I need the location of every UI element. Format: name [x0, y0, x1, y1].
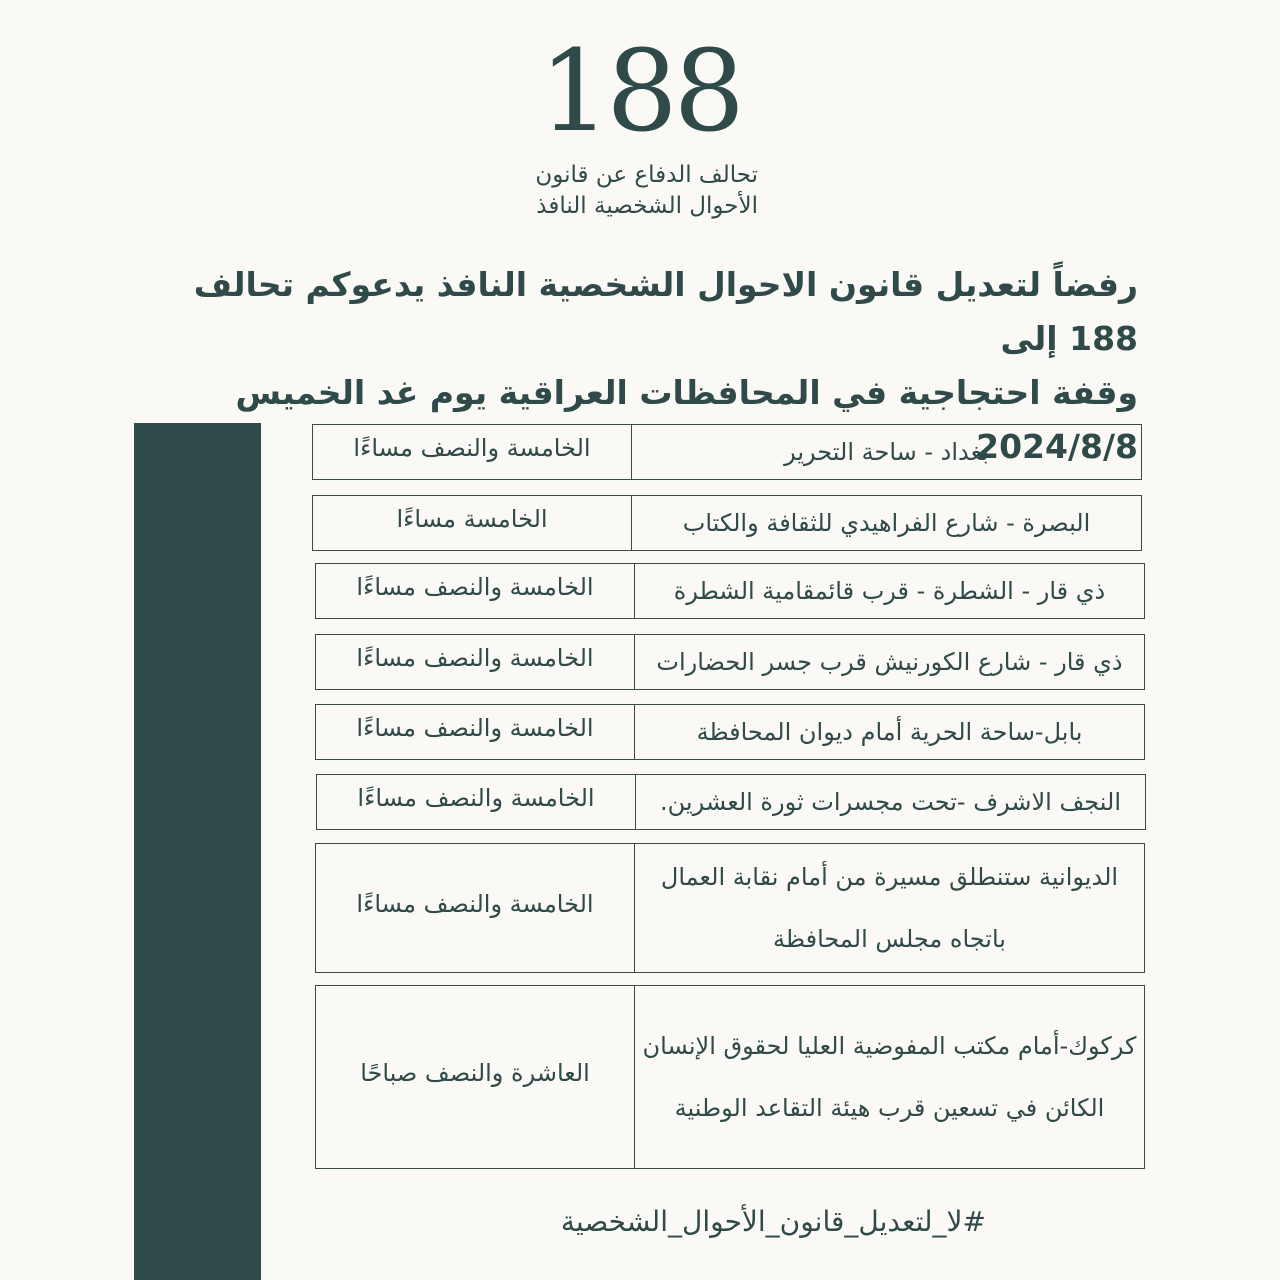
logo-org-line-1: تحالف الدفاع عن قانون: [535, 162, 758, 188]
schedule-location: بابل-ساحة الحرية أمام ديوان المحافظة: [635, 704, 1145, 760]
schedule-location: كركوك-أمام مكتب المفوضية العليا لحقوق الإنسان الكائن في تسعين قرب هيئة التقاعد الوطنية: [635, 985, 1145, 1169]
accent-side-bar: [134, 423, 261, 1280]
schedule-time: الخامسة والنصف مساءًا: [315, 634, 635, 690]
headline-line-1: رفضاً لتعديل قانون الاحوال الشخصية النافذ يدعوكم تحالف 188 إلى: [193, 265, 1138, 358]
schedule-row-basra: [312, 495, 1142, 551]
schedule-location: النجف الاشرف -تحت مجسرات ثورة العشرين.: [636, 774, 1146, 830]
logo-number: 188: [539, 27, 741, 157]
schedule-time: الخامسة مساءًا: [312, 495, 632, 551]
schedule-time: الخامسة والنصف مساءًا: [315, 704, 635, 760]
schedule-row-babylon: [315, 704, 1145, 760]
schedule-location: بغداد - ساحة التحرير: [632, 424, 1142, 480]
schedule-time: العاشرة والنصف صباحًا: [315, 985, 635, 1169]
schedule-location: ذي قار - شارع الكورنيش قرب جسر الحضارات: [635, 634, 1145, 690]
schedule-location: البصرة - شارع الفراهيدي للثقافة والكتاب: [632, 495, 1142, 551]
schedule-row-diwaniyah: [315, 843, 1145, 973]
schedule-location: ذي قار - الشطرة - قرب قائمقامية الشطرة: [635, 563, 1145, 619]
logo-org-line-2: الأحوال الشخصية النافذ: [536, 193, 758, 219]
hashtag: #لا_لتعديل_قانون_الأحوال_الشخصية: [560, 1205, 986, 1238]
schedule-row-najaf: [316, 774, 1146, 830]
logo-organization-name: [500, 160, 758, 222]
schedule-time: الخامسة والنصف مساءًا: [316, 774, 636, 830]
headline-line-2: وقفة احتجاجية في المحافظات العراقية يوم غد الخميس 2024/8/8: [235, 373, 1138, 466]
schedule-time: الخامسة والنصف مساءًا: [312, 424, 632, 480]
schedule-row-dhiqar-shatra: [315, 563, 1145, 619]
schedule-row-baghdad: [312, 424, 1142, 480]
schedule-time: الخامسة والنصف مساءًا: [315, 843, 635, 973]
schedule-time: الخامسة والنصف مساءًا: [315, 563, 635, 619]
schedule-row-dhiqar-corniche: [315, 634, 1145, 690]
schedule-location: الديوانية ستنطلق مسيرة من أمام نقابة العمال باتجاه مجلس المحافظة: [635, 843, 1145, 973]
schedule-row-kirkuk: [315, 985, 1145, 1169]
